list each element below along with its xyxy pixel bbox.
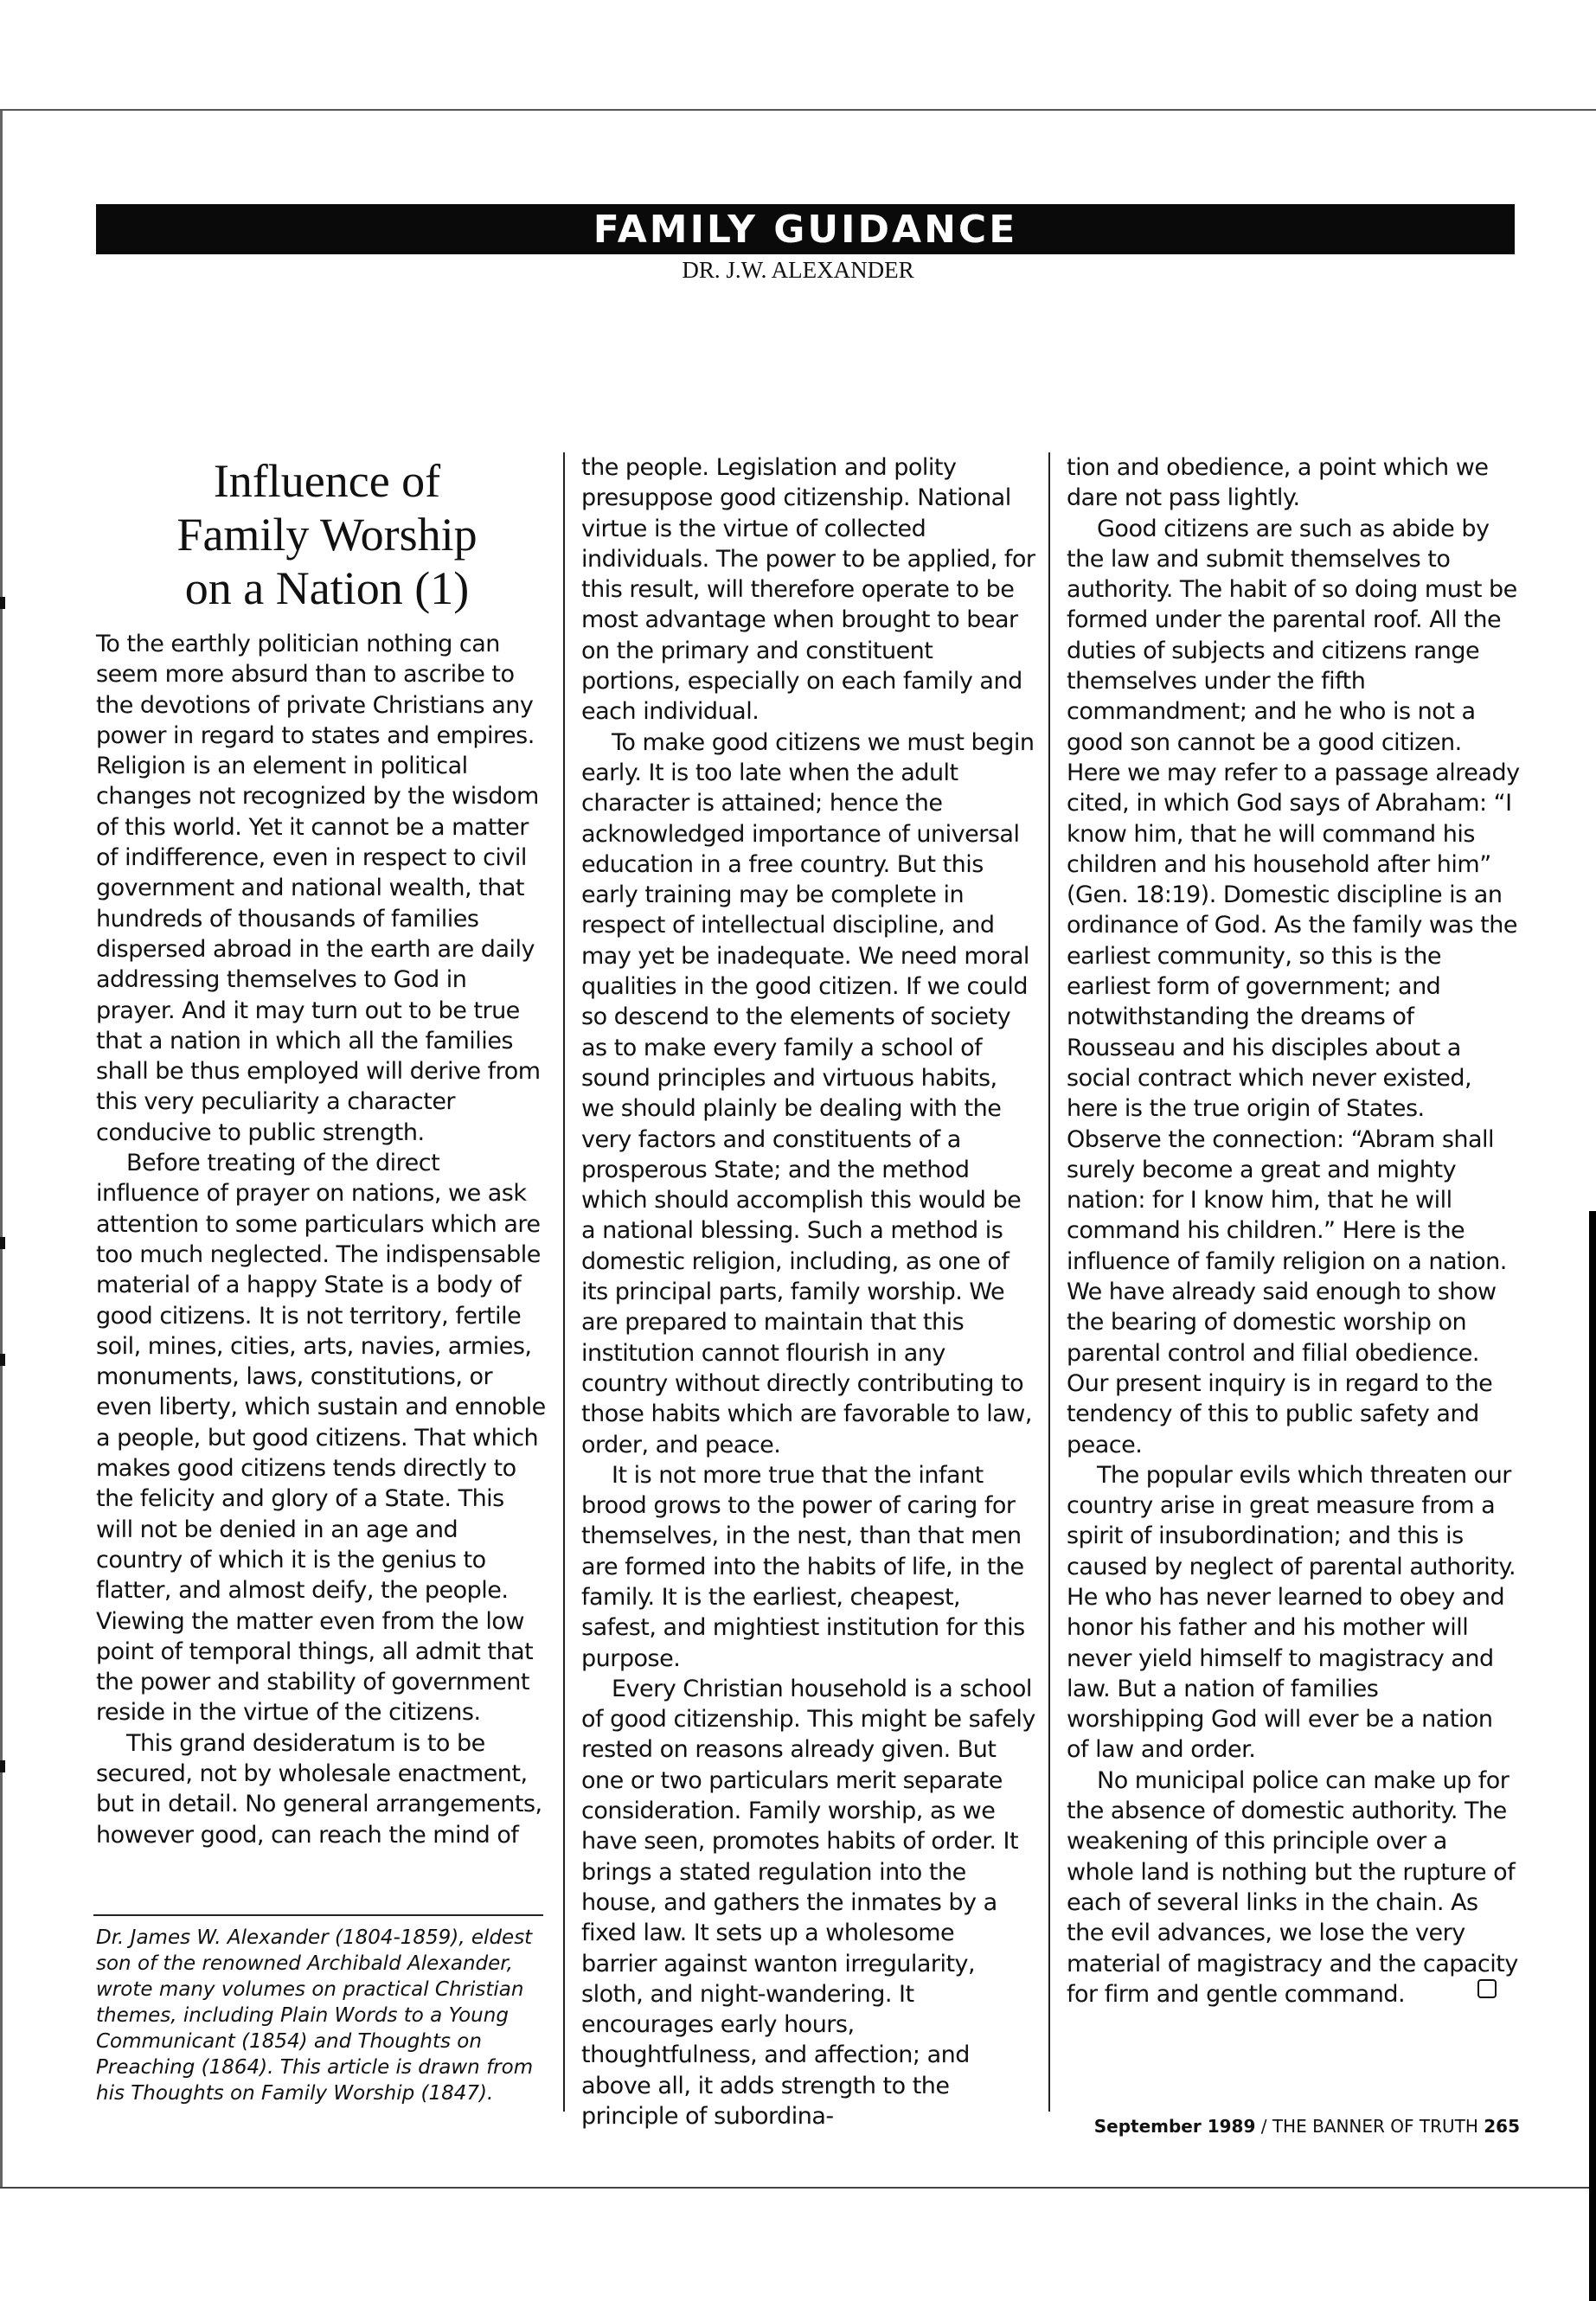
paragraph: tion and obedience, a point which we dare not pass lightly. (1067, 454, 1489, 512)
paragraph: To make good citizens we must begin early. It is too late when the adult character is attained; hence the acknowledged importance of universal education in a free country. But this early training may be complete in respect of intellectual discipline, and may yet be inadequate. We need moral qualities in the good citizen. If we could so descend to the elements of society as to make every family a school of sound principles and virtuous habits, we should plainly be dealing with the very factors and constituents of a prosperous State; and the method which should accomplish this would be a national blessing. Such a method is domestic religion, including, as one of its principal parts, family worship. We are prepared to maintain that this institution cannot flourish in any country without directly contributing to those habits which are favorable to law, order, and peace. (581, 728, 1035, 1458)
paragraph: the people. Legislation and polity presuppose good citizenship. National virtue is the virtue of collected individuals. The power to be applied, for this result, will therefore operate to be most advantage when brought to bear on the primary and constituent portions, especially on each family and each individual. (581, 454, 1035, 726)
section-title: FAMILY GUIDANCE (593, 207, 1018, 252)
paragraph: To the earthly politician nothing can seem more absurd than to ascribe to the devotions of private Christians any power in regard to states and empires. Religion is an element in political changes not recognized by the wisdom of this world. Yet it cannot be a matter of indifference, even in respect to civil government and national wealth, that hundreds of thousands of families dispersed abroad in the earth are daily addressing themselves to God in prayer. And it may turn out to be true that a nation in which all the families shall be thus employed will derive from this very peculiarity a character conducive to public strength. (96, 631, 541, 1146)
article-column-3 (1067, 452, 1521, 2009)
scan-border-top (0, 109, 1596, 111)
scan-border-bottom (0, 2187, 1596, 2189)
paragraph: Good citizens are such as abide by the law and submit themselves to authority. The habit of so doing must be formed under the parental roof. All the duties of subjects and citizens range themselves under the fifth commandment; and he who is not a good son cannot be a good citizen. Here we may refer to a passage already cited, in which God says of Abraham: “I know him, that he will command his children and his household after him” (Gen. 18:19). Domestic discipline is an ordinance of God. As the family was the earliest community, so this is the earliest form of government; and notwithstanding the dreams of Rousseau and his disciples about a social contract which never existed, here is the true origin of States. Observe the connection: “Abram shall surely become a great and mighty nation: for I know him, that he will command his children.” Here is the influence of family religion on a nation. We have already said enough to show the bearing of domestic worship on parental control and filial obedience. Our present inquiry is in regard to the tendency of this to public safety and peace. (1067, 515, 1520, 1458)
section-banner (96, 204, 1515, 254)
column-divider (1048, 452, 1050, 2112)
scan-mark (0, 1354, 5, 1366)
article-title-line: on a Nation (1) (184, 562, 470, 614)
footer-publication: / THE BANNER OF TRUTH (1260, 2116, 1478, 2137)
scan-border-left (0, 111, 3, 2187)
article-author: DR. J.W. ALEXANDER (682, 257, 914, 283)
paragraph: Before treating of the direct influence of prayer on nations, we ask attention to some particulars which are too much neglected. The indispensable material of a happy State is a body of good citizens. It is not territory, fertile soil, mines, cities, arts, navies, armies, monuments, laws, constitutions, or even liberty, which sustain and ennoble a people, but good citizens. That which makes good citizens tends directly to the felicity and glory of a State. This will not be denied in an age and country of which it is the genius to flatter, and almost deify, the people. Viewing the matter even from the low point of temporal things, all admit that the power and stability of government reside in the virtue of the citizens. (96, 1150, 546, 1727)
page-number: 265 (1484, 2116, 1520, 2137)
paragraph: Every Christian household is a school of good citizenship. This might be safely rested on reasons already given. But one or two particulars merit separate consideration. Family worship, as we have seen, promotes habits of order. It brings a stated regulation into the house, and gathers the inmates by a fixed law. It sets up a wholesome barrier against wanton irregularity, sloth, and night-wandering. It encourages early hours, thoughtfulness, and affection; and above all, it adds strength to the principle of subordina- (581, 1675, 1035, 2131)
scan-border-right (1589, 1211, 1596, 2301)
paragraph: It is not more true that the infant brood grows to the power of caring for themselves, in the nest, than that men are formed into the habits of life, in the family. It is the earliest, cheapest, safest, and mightiest institution for this purpose. (581, 1461, 1025, 1672)
footnote-rule (93, 1914, 543, 1916)
article-column-1 (96, 629, 546, 1888)
scan-mark (0, 1237, 5, 1249)
scan-mark (0, 1760, 5, 1772)
article-title-line: Family Worship (176, 509, 478, 561)
article-title (93, 454, 561, 615)
paragraph: This grand desideratum is to be secured, not by wholesale enactment, but in detail. No general arrangements, however good, can reach the mind of (96, 1729, 542, 1849)
end-of-article-icon (1477, 1979, 1497, 1998)
column-divider (563, 452, 565, 2112)
paragraph: The popular evils which threaten our country arise in great measure from a spirit of insubordination; and this is caused by neglect of parental authority. He who has never learned to obey and honor his father and his mother will never yield himself to magistracy and law. But a nation of families worshipping God will ever be a nation of law and order. (1067, 1461, 1516, 1764)
article-title-line: Influence of (213, 455, 441, 507)
article-column-2 (581, 452, 1035, 2131)
footer-date: September 1989 (1093, 2116, 1256, 2137)
author-footnote: Dr. James W. Alexander (1804-1859), eldest son of the renowned Archibald Alexander, wrote many volumes on practical Christian themes, including Plain Words to a Young Communicant (1854) and Thoughts on Preaching (1864). This article is drawn from his Thoughts on Family Worship (1847). (96, 1926, 534, 2105)
paragraph: No municipal police can make up for the absence of domestic authority. The weakening of this principle over a whole land is nothing but the rupture of each of several links in the chain. As the evil advances, we lose the very material of magistracy and the capacity for firm and gentle command. (1067, 1766, 1518, 2008)
scan-mark (0, 597, 5, 609)
page-footer (1094, 2116, 1520, 2137)
